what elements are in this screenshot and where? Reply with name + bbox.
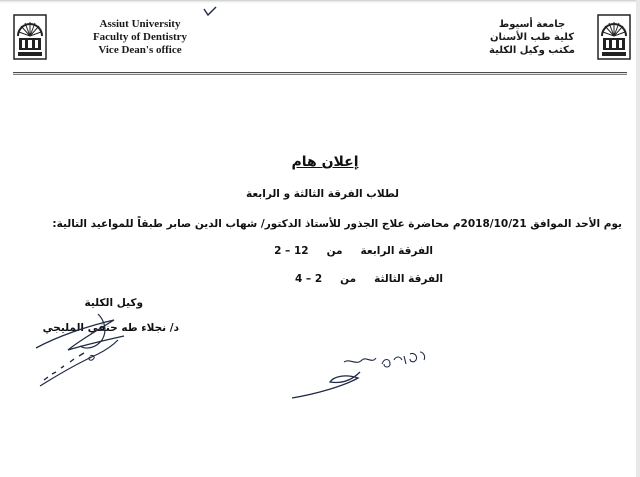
office-name-ar: مكتب وكيل الكلية <box>489 45 575 56</box>
schedule-group: الفرقة الرابعة <box>360 245 433 257</box>
university-name-ar: جامعة أسيوط <box>498 19 566 30</box>
office-name-en: Vice Dean's office <box>98 44 182 56</box>
signatory-name: د/ نجلاء طه حنفي المليجي <box>42 322 179 334</box>
faculty-name-en: Faculty of Dentistry <box>92 31 188 43</box>
handwritten-note <box>286 346 436 406</box>
schedule-time: 12 – 2 <box>274 245 309 257</box>
header-divider <box>13 72 627 75</box>
signatory-title: وكيل الكلية <box>84 297 143 309</box>
faculty-name-ar: كلية طب الأسنان <box>489 32 575 43</box>
schedule-from: من <box>340 273 357 285</box>
schedule-group: الفرقة الثالثة <box>374 273 443 285</box>
pen-tick-mark <box>203 6 217 18</box>
schedule-time: 2 – 4 <box>294 273 323 285</box>
schedule-row <box>274 245 433 257</box>
schedule-row <box>295 273 443 285</box>
university-logo <box>13 14 47 60</box>
arabic-letterhead <box>478 18 586 57</box>
university-logo <box>597 14 631 60</box>
notice-recipients: لطلاب الفرقة الثالثة و الرابعة <box>246 188 399 200</box>
schedule-from: من <box>326 245 343 257</box>
english-letterhead <box>78 18 202 57</box>
notice-title: إعلان هام <box>291 154 359 170</box>
handwritten-signature <box>28 306 138 401</box>
notice-body: يوم الأحد الموافق 2018/10/21م محاضرة علاج الجذور للأستاذ الدكتور/ شهاب الدين صابر طبقاً للمواعيد التالية: <box>52 218 622 230</box>
university-name-en: Assiut University <box>99 18 181 30</box>
